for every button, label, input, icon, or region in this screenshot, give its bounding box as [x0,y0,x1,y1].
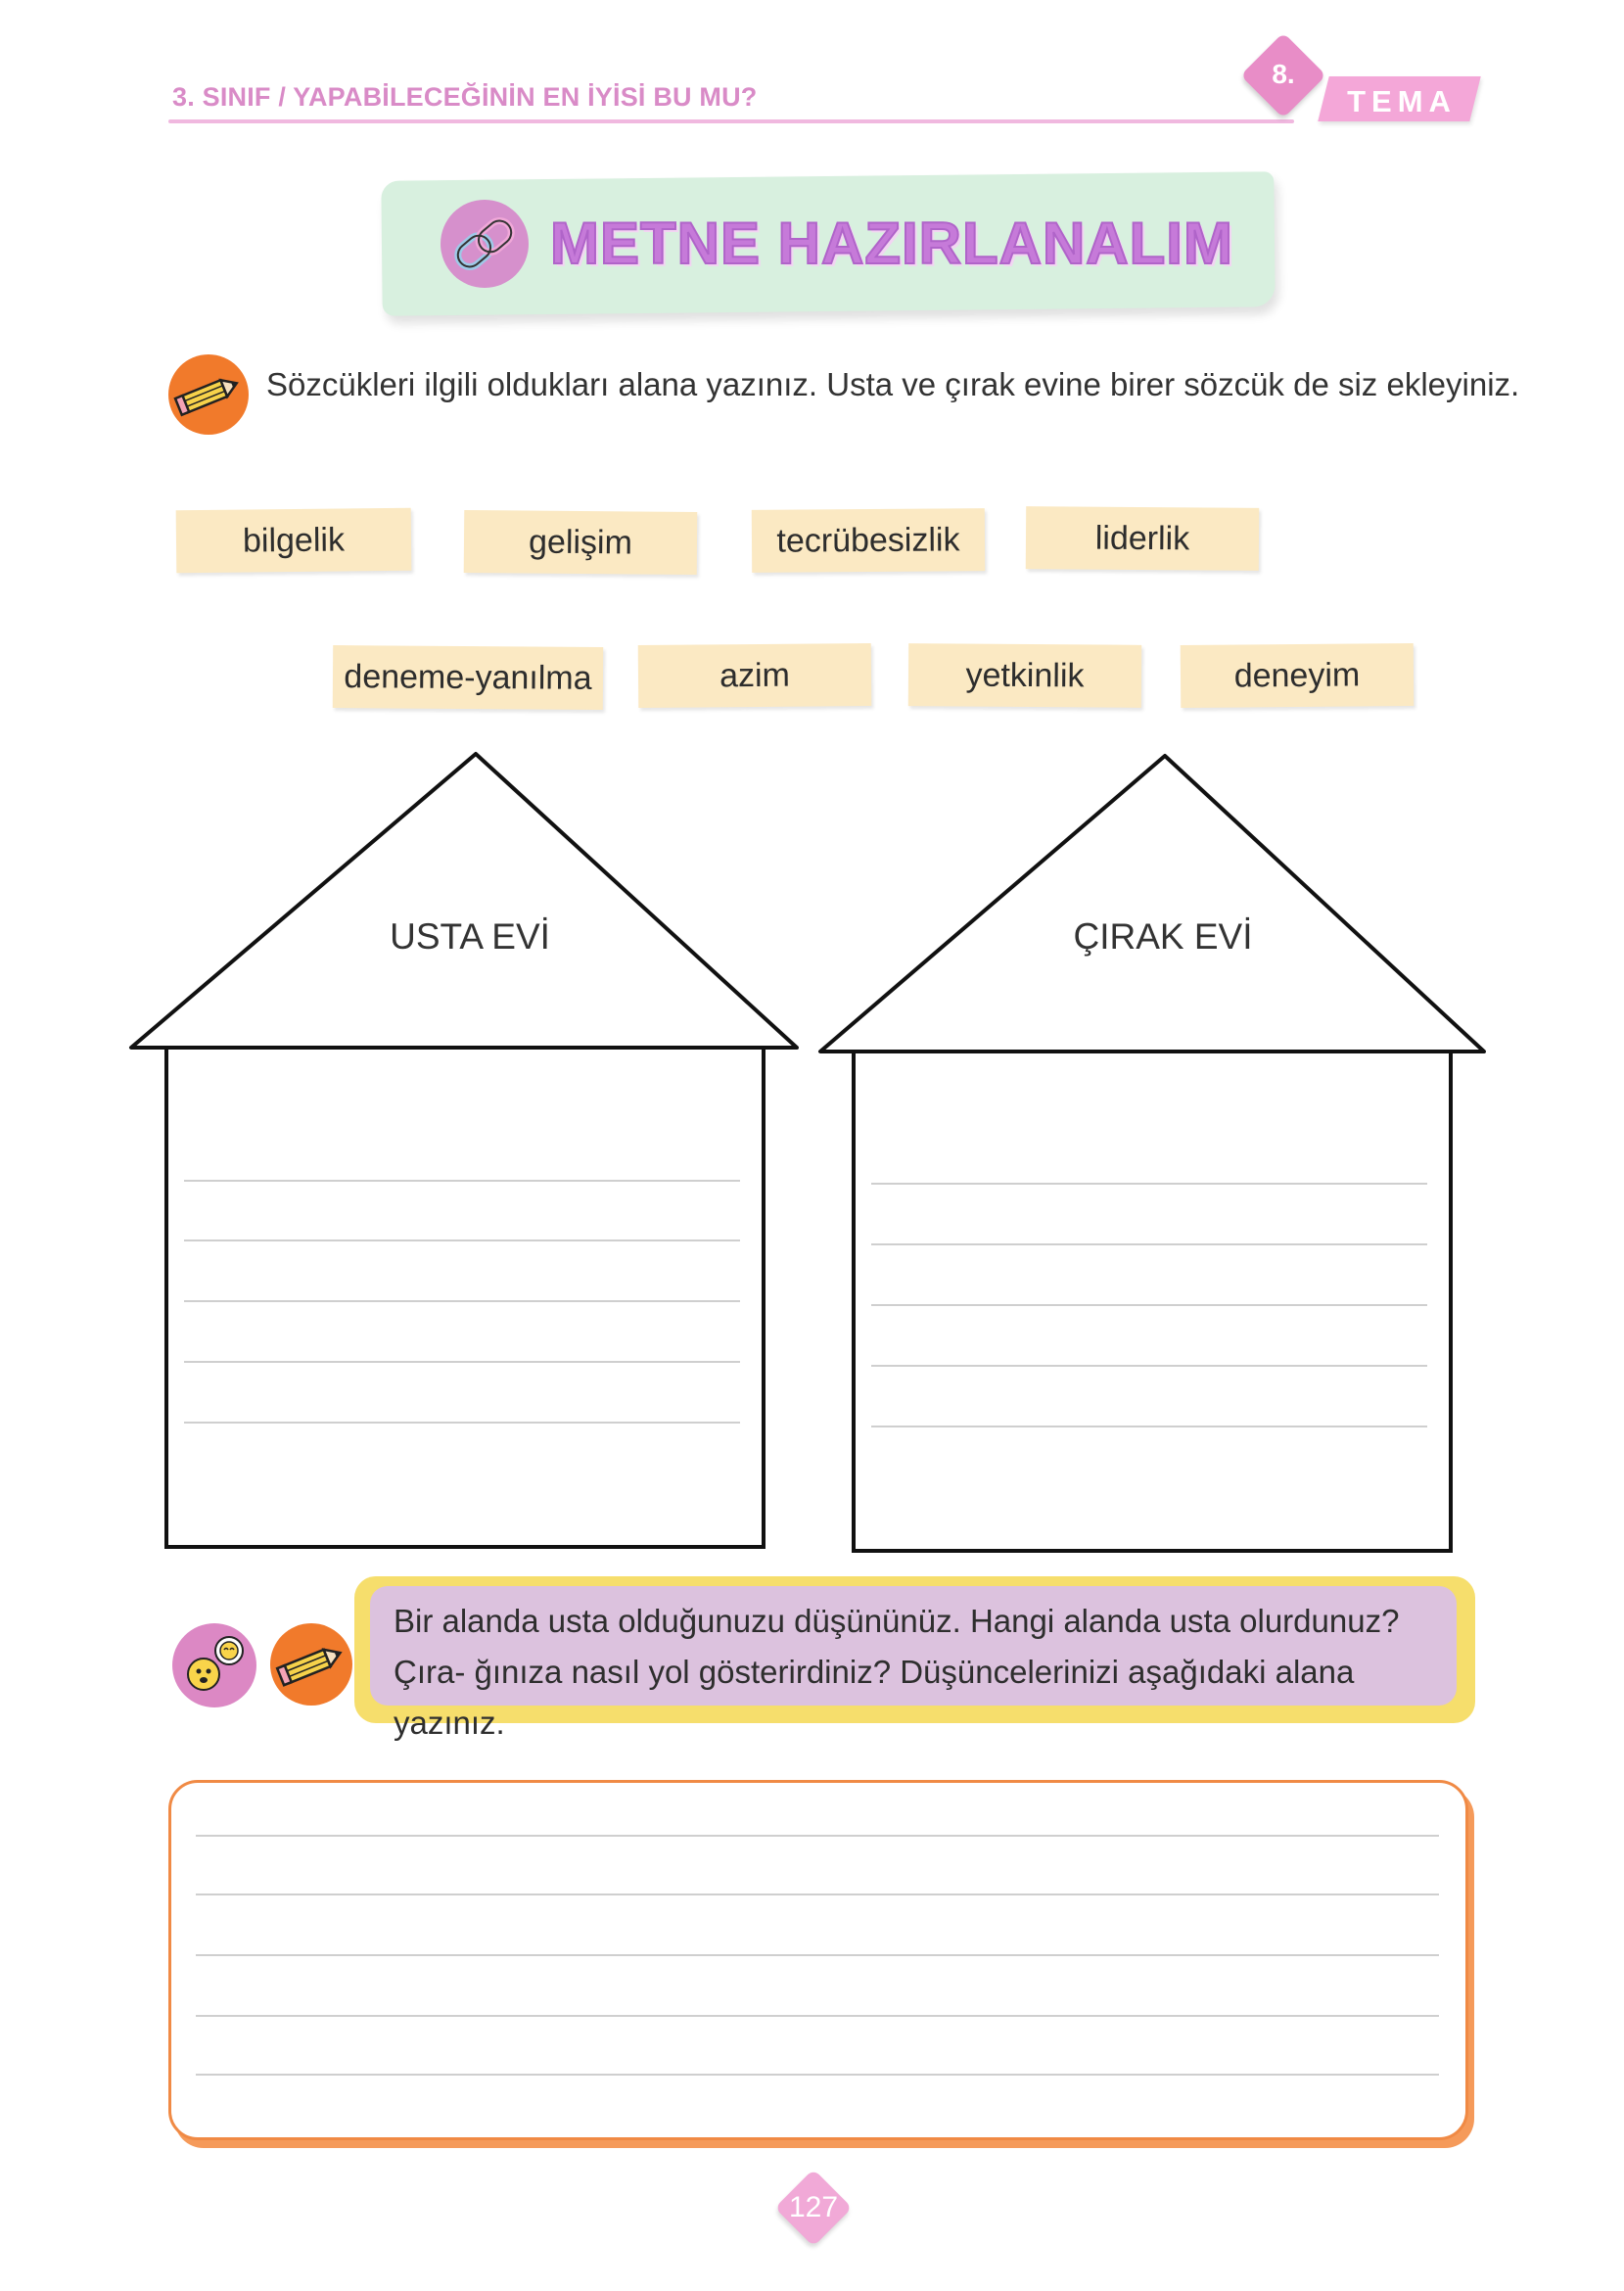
header-title: 3. SINIF / YAPABİLECEĞİNİN EN İYİSİ BU MU? [172,82,758,112]
cirak-writing-line[interactable] [871,1426,1427,1427]
word-tag: deneyim [1181,643,1415,708]
word-tag: azim [638,643,872,708]
cirak-writing-line[interactable] [871,1243,1427,1245]
answer-writing-line[interactable] [196,2015,1439,2017]
answer-writing-line[interactable] [196,1894,1439,1895]
section-title: METNE HAZIRLANALIM [550,210,1233,276]
tema-label: TEMA [1347,84,1457,118]
chat-emoji-icon [172,1623,256,1707]
cirak-writing-line[interactable] [871,1304,1427,1306]
instruction-text: Sözcükleri ilgili oldukları alana yazınız. Usta ve çırak evine birer sözcük de siz ekleyiniz. [266,366,1520,402]
word-tag: liderlik [1026,506,1259,571]
pencil-icon [270,1623,352,1706]
usta-writing-line[interactable] [184,1239,740,1241]
prompt-text: Bir alanda usta olduğunuzu düşününüz. Hangi alanda usta olurdunuz? Çıra- ğınıza nasıl yol gösterirdiniz? Düşüncelerinizi aşağıdaki alana yazınız. [394,1603,1400,1741]
usta-writing-line[interactable] [184,1180,740,1182]
tema-number: 8. [1272,59,1295,89]
word-tag: gelişim [464,510,698,575]
word-tag: yetkinlik [908,643,1141,708]
word-tag: tecrübesizlik [752,508,985,573]
cirak-writing-line[interactable] [871,1365,1427,1367]
answer-writing-line[interactable] [196,2074,1439,2076]
usta-house-label: USTA EVİ [390,916,550,957]
usta-writing-line[interactable] [184,1422,740,1424]
answer-writing-line[interactable] [196,1835,1439,1837]
page-number: 127 [788,2191,839,2223]
cirak-house-label: ÇIRAK EVİ [1073,916,1253,957]
answer-writing-line[interactable] [196,1954,1439,1956]
word-tag: deneme-yanılma [333,645,603,710]
usta-writing-line[interactable] [184,1300,740,1302]
cirak-writing-line[interactable] [871,1183,1427,1185]
usta-writing-line[interactable] [184,1361,740,1363]
word-tag: bilgelik [176,508,412,574]
